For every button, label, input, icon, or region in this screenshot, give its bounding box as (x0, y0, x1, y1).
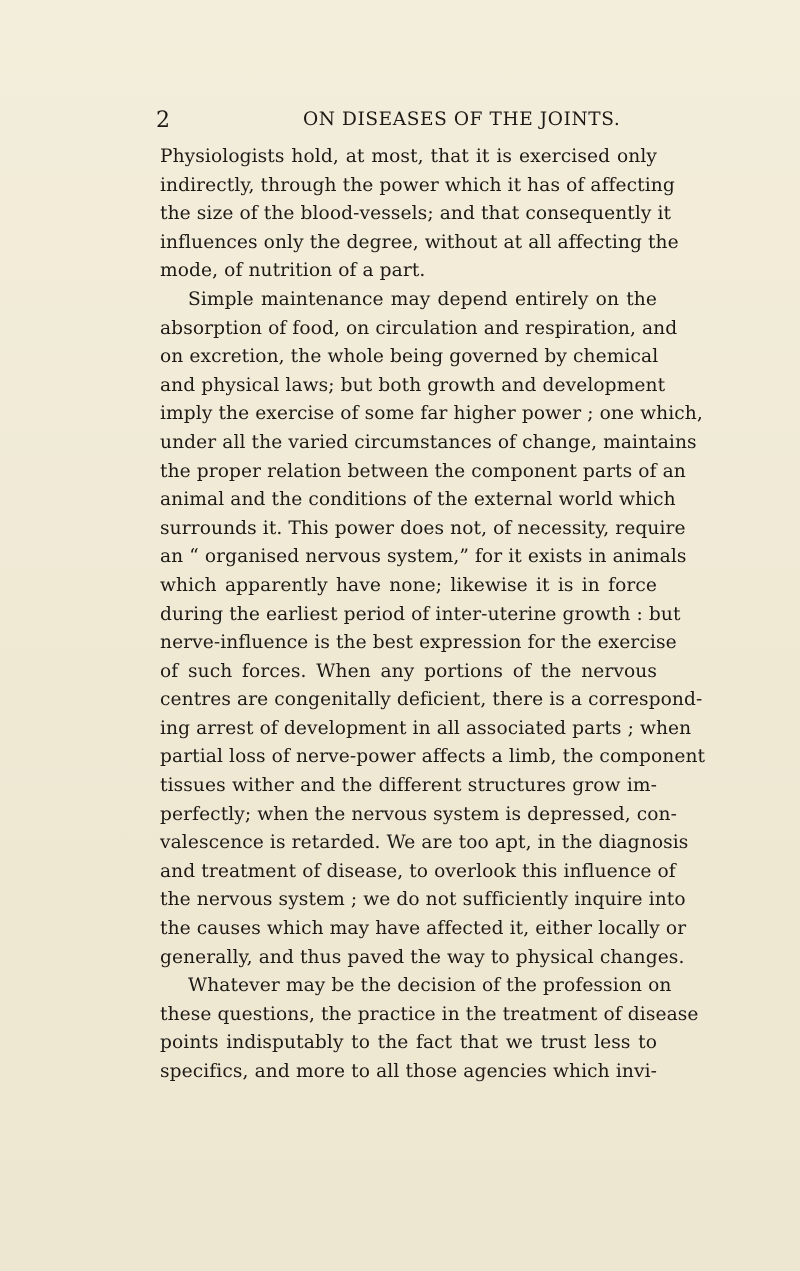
text-line: under all the varied circumstances of change, maintains (160, 431, 697, 453)
text-line: the causes which may have affected it, either locally or (160, 918, 687, 940)
text-line: points indisputably to the fact that we trust less to (160, 1032, 657, 1054)
text-line: during the earliest period of inter-uterine growth : but (160, 603, 681, 625)
running-title: ON DISEASES OF THE JOINTS. (303, 109, 621, 130)
text-line: specifics, and more to all those agencies which invi- (160, 1061, 657, 1082)
text-line: which apparently have none; likewise it is in force (160, 574, 657, 596)
text-line: the size of the blood-vessels; and that consequently it (160, 203, 672, 225)
text-line: the proper relation between the component parts of an (160, 460, 686, 482)
text-line: ing arrest of development in all associated parts ; when (160, 717, 692, 739)
text-line: of such forces. When any portions of the nervous (160, 660, 657, 682)
text-line: the nervous system ; we do not sufficiently inquire into (160, 889, 686, 911)
text-line: surrounds it. This power does not, of necessity, require (160, 517, 686, 539)
text-line: mode, of nutrition of a part. (160, 260, 426, 282)
text-line: tissues wither and the different structures grow im- (160, 775, 657, 797)
text-line: animal and the conditions of the external world which (160, 489, 676, 511)
page-number: 2 (156, 108, 171, 133)
text-line: Physiologists hold, at most, that it is exercised only (160, 146, 657, 167)
running-head (0, 108, 800, 138)
text-line: absorption of food, on circulation and respiration, and (160, 317, 678, 339)
text-line: imply the exercise of some far higher power ; one which, (160, 403, 703, 425)
text-line: on excretion, the whole being governed by chemical (160, 346, 659, 368)
text-line: perfectly; when the nervous system is depressed, con- (160, 803, 678, 825)
text-line: nerve-influence is the best expression for the exercise (160, 632, 677, 654)
text-line: indirectly, through the power which it has of affecting (160, 174, 675, 196)
text-line: centres are congenitally deficient, there is a correspond- (160, 689, 703, 711)
text-line: valescence is retarded. We are too apt, in the diagnosis (160, 832, 689, 854)
text-line: Simple maintenance may depend entirely on the (188, 288, 657, 310)
text-line: these questions, the practice in the treatment of disease (160, 1003, 699, 1025)
text-line: Whatever may be the decision of the profession on (188, 975, 672, 997)
text-line: influences only the degree, without at all affecting the (160, 231, 679, 253)
text-line: an “ organised nervous system,” for it exists in animals (160, 546, 687, 568)
body-text (160, 143, 706, 1087)
text-line: and physical laws; but both growth and development (160, 374, 666, 396)
text-line: partial loss of nerve-power affects a limb, the component (160, 746, 706, 768)
text-line: generally, and thus paved the way to physical changes. (160, 946, 685, 968)
text-line: and treatment of disease, to overlook this influence of (160, 860, 676, 882)
